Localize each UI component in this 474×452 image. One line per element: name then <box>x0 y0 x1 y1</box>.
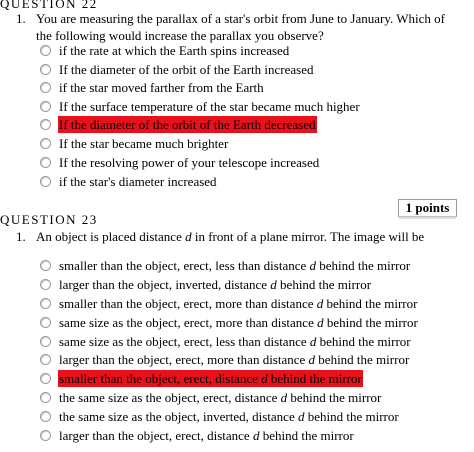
option-text[interactable]: larger than the object, erect, more than distance <box>59 352 309 367</box>
radio-button[interactable] <box>40 317 51 328</box>
variable-d[interactable]: d <box>280 390 288 405</box>
points-badge: 1 points <box>398 199 457 217</box>
option-text[interactable]: behind the mirror <box>287 390 382 405</box>
question-text-part: in front of a plane mirror. The image will be <box>191 229 425 244</box>
option-label[interactable]: if the star moved farther from the Earth <box>59 80 264 95</box>
radio-button[interactable] <box>40 279 51 290</box>
option-label[interactable] <box>59 333 411 350</box>
option-text[interactable]: smaller than the object, erect, more than distance <box>59 296 317 311</box>
option-text[interactable]: behind the mirror <box>316 334 411 349</box>
variable-d[interactable]: d <box>261 371 268 386</box>
question-23-header: QUESTION 23 <box>0 212 98 227</box>
radio-button[interactable] <box>40 392 51 403</box>
option-text[interactable]: larger than the object, inverted, distance <box>59 277 271 292</box>
option-text[interactable]: behind the mirror <box>323 315 418 330</box>
radio-button[interactable] <box>40 119 51 130</box>
option-label[interactable] <box>59 351 409 368</box>
question-number: 1. <box>16 11 26 26</box>
radio-button[interactable] <box>40 298 51 309</box>
option-label[interactable] <box>59 427 354 444</box>
option-label-highlighted[interactable] <box>58 370 363 387</box>
option-label[interactable]: If the resolving power of your telescope increased <box>59 155 320 170</box>
radio-button[interactable] <box>40 138 51 149</box>
option-label-highlighted[interactable]: If the diameter of the orbit of the Earth decreased <box>59 117 316 132</box>
question-22-header: QUESTION 22 <box>0 0 98 11</box>
radio-button[interactable] <box>40 157 51 168</box>
radio-button[interactable] <box>40 260 51 271</box>
option-text[interactable]: smaller than the object, erect, less than distance <box>59 258 310 273</box>
option-label[interactable] <box>59 314 418 331</box>
radio-button[interactable] <box>40 101 51 112</box>
option-text[interactable]: behind the mirror <box>276 277 372 292</box>
option-label[interactable] <box>59 389 381 406</box>
option-label[interactable] <box>59 257 410 274</box>
option-text[interactable]: the same size as the object, erect, distance <box>59 390 281 405</box>
option-text[interactable]: behind the mirror <box>304 409 399 424</box>
radio-button[interactable] <box>40 336 51 347</box>
option-label[interactable]: if the rate at which the Earth spins increased <box>59 43 290 58</box>
radio-button[interactable] <box>40 373 51 384</box>
variable-d[interactable]: d <box>309 258 317 273</box>
variable-d[interactable]: d <box>308 352 316 367</box>
option-label[interactable] <box>59 276 371 293</box>
radio-button[interactable] <box>40 430 51 441</box>
variable-d[interactable]: d <box>252 428 260 443</box>
variable-d[interactable]: d <box>316 296 324 311</box>
option-text[interactable]: larger than the object, erect, distance <box>59 428 253 443</box>
variable-d[interactable]: d <box>317 315 324 330</box>
option-text[interactable]: behind the mirror <box>267 371 362 386</box>
question-text <box>36 228 456 245</box>
option-label[interactable]: If the star became much brighter <box>59 136 229 151</box>
option-text[interactable]: behind the mirror <box>315 352 410 367</box>
option-text[interactable]: same size as the object, erect, more than distance <box>59 315 318 330</box>
option-label[interactable] <box>59 408 399 425</box>
variable-d[interactable]: d <box>270 277 277 292</box>
question-text-part: An object is placed distance <box>36 229 186 244</box>
radio-button[interactable] <box>40 64 51 75</box>
option-text[interactable]: same size as the object, erect, less than distance <box>59 334 310 349</box>
variable-d[interactable]: d <box>309 334 317 349</box>
option-text[interactable]: behind the mirror <box>323 296 418 311</box>
option-label[interactable] <box>59 295 417 312</box>
question-text: You are measuring the parallax of a star's orbit from June to January. Which of the following would increase the parallax you observe? <box>36 11 445 43</box>
radio-button[interactable] <box>40 411 51 422</box>
radio-button[interactable] <box>40 176 51 187</box>
option-label[interactable]: If the surface temperature of the star became much higher <box>59 99 360 114</box>
variable-d: d <box>185 229 192 244</box>
option-label[interactable]: If the diameter of the orbit of the Earth increased <box>59 62 314 77</box>
question-number: 1. <box>16 229 26 244</box>
option-text[interactable]: the same size as the object, inverted, distance <box>59 409 298 424</box>
option-text[interactable]: smaller than the object, erect, distance <box>59 371 262 386</box>
radio-button[interactable] <box>40 82 51 93</box>
radio-button[interactable] <box>40 45 51 56</box>
variable-d[interactable]: d <box>297 409 305 424</box>
option-text[interactable]: behind the mirror <box>259 428 354 443</box>
option-label[interactable]: if the star's diameter increased <box>59 174 217 189</box>
radio-button[interactable] <box>40 354 51 365</box>
option-text[interactable]: behind the mirror <box>316 258 411 273</box>
